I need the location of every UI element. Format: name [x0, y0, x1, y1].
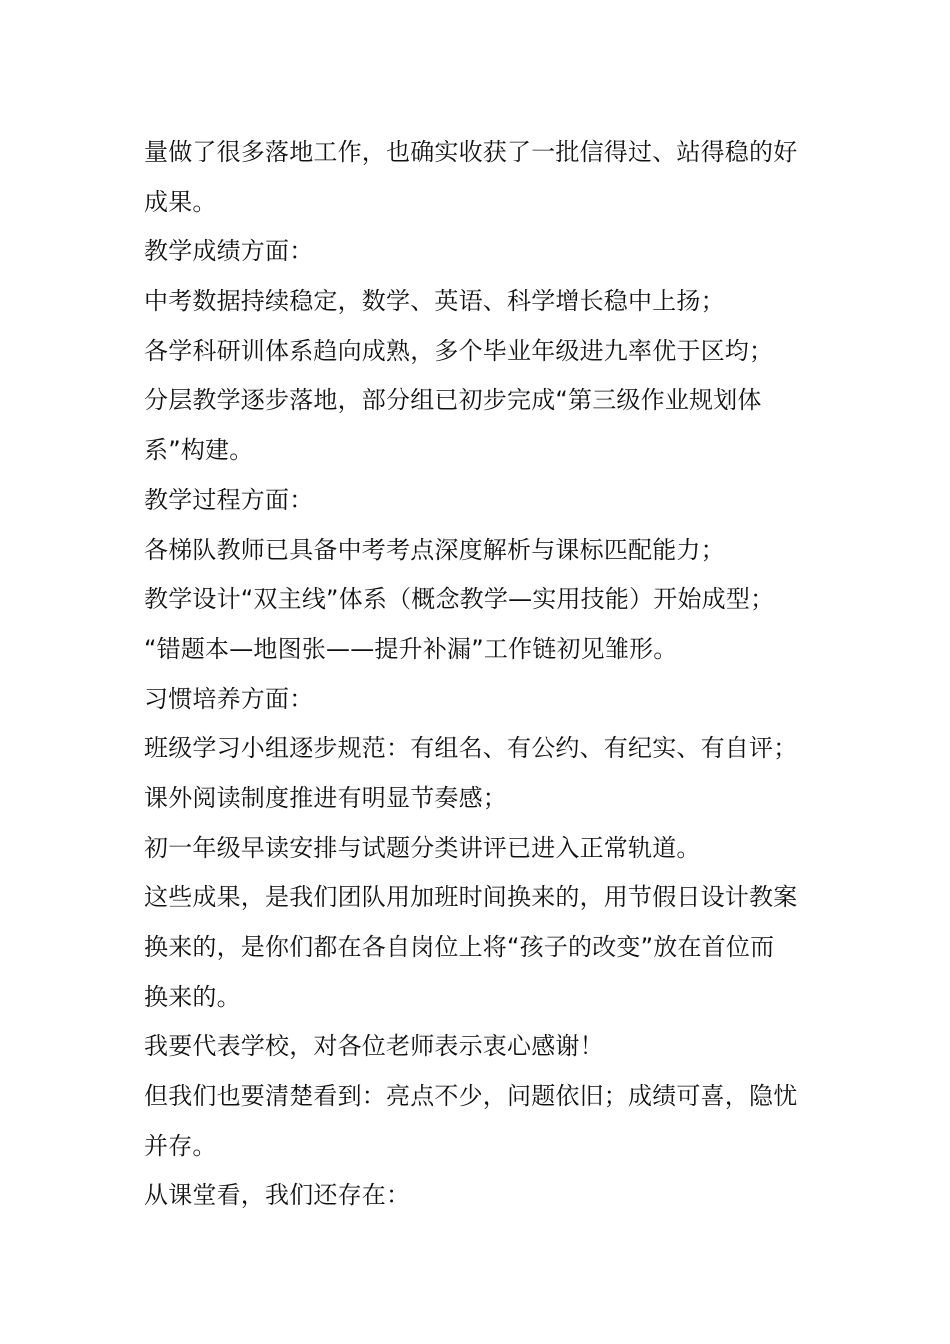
section-heading: 教学成绩方面：	[144, 237, 314, 266]
document-body	[144, 128, 824, 1221]
text-line: 并存。	[144, 1131, 217, 1160]
text-line: 我要代表学校，对各位老师表示衷心感谢！	[144, 1032, 604, 1061]
text-line: 量做了很多落地工作，也确实收获了一批信得过、站得稳的好	[144, 138, 798, 166]
text-line: 分层教学逐步落地，部分组已初步完成“第三级作业规划体	[144, 386, 762, 415]
text-line: 成果。	[144, 187, 217, 216]
section-heading: 习惯培养方面：	[144, 684, 314, 713]
text-line: 初一年级早读安排与试题分类讲评已进入正常轨道。	[144, 833, 701, 862]
text-line: 换来的。	[144, 982, 241, 1011]
text-line: 各梯队教师已具备中考考点深度解析与课标匹配能力；	[144, 535, 725, 564]
section-heading: 教学过程方面：	[144, 485, 314, 514]
text-line: “错题本—地图张——提升补漏”工作链初见雏形。	[144, 634, 678, 663]
text-line: 中考数据持续稳定，数学、英语、科学增长稳中上扬；	[144, 287, 725, 316]
text-line: 换来的，是你们都在各自岗位上将“孩子的改变”放在首位而	[144, 933, 775, 961]
text-line: 系”构建。	[144, 436, 254, 465]
text-line: 从课堂看，我们还存在：	[144, 1181, 411, 1210]
text-line: 但我们也要清楚看到：亮点不少，问题依旧；成绩可喜，隐忧	[144, 1082, 798, 1111]
text-line: 课外阅读制度推进有明显节奏感；	[144, 783, 507, 812]
text-line: 教学设计“双主线”体系（概念教学—实用技能）开始成型；	[144, 585, 775, 614]
text-line: 各学科研训体系趋向成熟，多个毕业年级进九率优于区均；	[144, 336, 774, 365]
text-line: 这些成果，是我们团队用加班时间换来的，用节假日设计教案	[144, 883, 798, 912]
text-line: 班级学习小组逐步规范：有组名、有公约、有纪实、有自评；	[144, 734, 798, 763]
